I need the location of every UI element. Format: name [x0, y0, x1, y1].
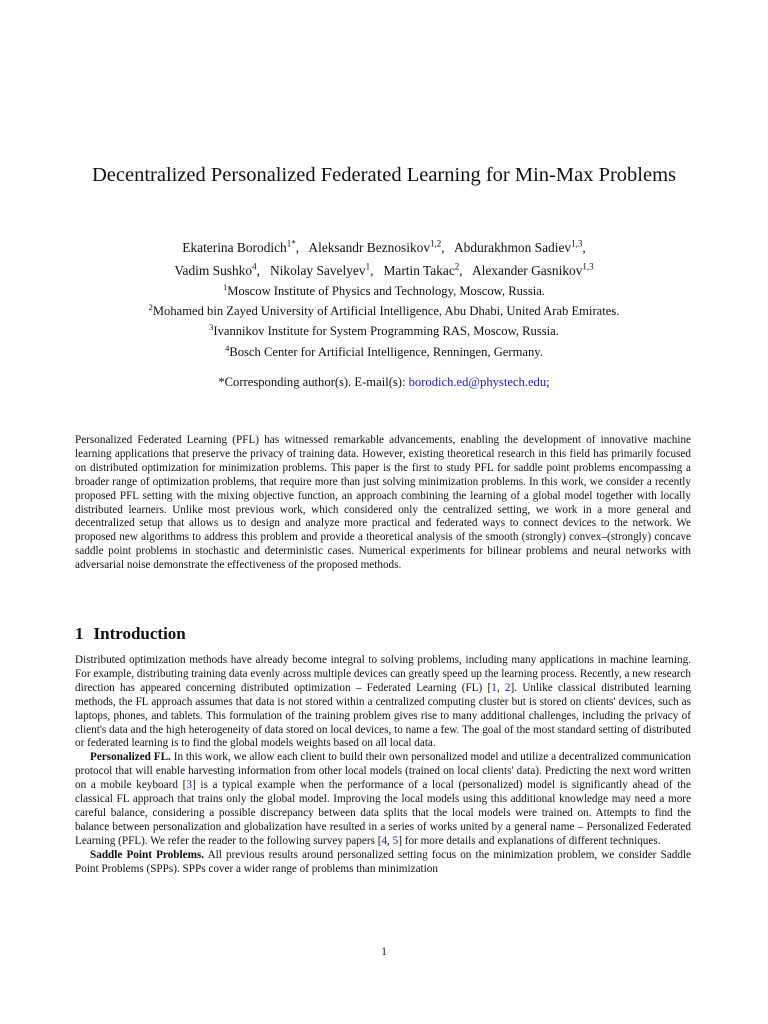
- author-name: Ekaterina Borodich: [182, 240, 287, 256]
- corresponding-email-link[interactable]: borodich.ed@phystech.edu: [408, 375, 547, 389]
- affiliation-text: Ivannikov Institute for System Programming RAS, Moscow, Russia.: [213, 324, 559, 339]
- author-affiliation-mark: 4: [252, 261, 257, 272]
- author-separator: ,: [441, 240, 445, 256]
- corresponding-author: [40, 374, 728, 390]
- author-affiliation-mark: 1,2: [430, 239, 442, 249]
- author-name: Martin Takac: [383, 262, 455, 278]
- affiliation-mark: 4: [225, 342, 230, 353]
- page-number: 1: [381, 946, 387, 958]
- abstract: Personalized Federated Learning (PFL) has witnessed remarkable advancements, enabling the development of innovative machine learning applications that preserve the privacy of training data. However, existing theoretical research in this field has primarily focused on distributed optimization for minimization problems. This paper is the first to study PFL for saddle point problems encompassing a broader range of optimization problems, that require more than just solving minimization problems. In this work, we consider a recently proposed PFL setting with the mixing objective function, an approach combining the learning of a global model together with locally distributed learners. Unlike most previous work, which considered only the centralized setting, we work in a more general and decentralized setup that allows us to design and analyze more practical and federated ways to connect devices to the network. We proposed new algorithms to address this problem and provide a theoretical analysis of the smooth (strongly) convex–(strongly) concave saddle point problems in stochastic and deterministic cases. Numerical experiments for bilinear problems and neural networks with adversarial noise demonstrate the effectiveness of the proposed methods.: [75, 434, 691, 572]
- author-name: Nikolay Savelyev: [269, 262, 366, 278]
- author: [174, 263, 260, 278]
- paragraph-heading-personalized-fl: Personalized FL.: [90, 751, 171, 764]
- author: [308, 240, 444, 255]
- author-list: [50, 235, 718, 280]
- text-span: In this work, we allow each client to build their own personalized model and utilize a decentralized communication protocol that will enable harvesting information from other local models (trained on local clients' data). Predicting the next word written on a mobile keyboard [: [75, 751, 691, 792]
- author-separator: ,: [459, 262, 463, 278]
- author-name: Aleksandr Beznosikov: [308, 240, 431, 256]
- author-affiliation-mark: 1*: [286, 239, 296, 249]
- author-affiliation-mark: 1,3: [582, 261, 594, 272]
- author: [182, 240, 299, 255]
- author-name: Vadim Sushko: [174, 262, 253, 278]
- affiliation-text: Moscow Institute of Physics and Technology, Moscow, Russia.: [227, 284, 545, 299]
- text-span: ] is a typical example when the performance of a local (personalized) model is significantly ahead of the classical FL approach that trains only the global model. Improving the local models using this additional knowledge may need a more careful balance, considering a possible discrepancy between data splits that the local models were trained on. Attempts to find the balance between personalization and globalization have resulted in a series of works united by a general name – Personalized Federated Learning (PFL). We refer the reader to the following survey papers [: [75, 779, 691, 847]
- section-title: Introduction: [93, 624, 186, 643]
- section-heading-introduction: [75, 623, 186, 645]
- affiliation-text: Bosch Center for Artificial Intelligence, Renningen, Germany.: [229, 344, 543, 359]
- affiliation-list: [40, 279, 728, 360]
- citation-link[interactable]: 1: [491, 681, 497, 694]
- text-span: ,: [387, 834, 393, 847]
- paragraph-heading-saddle-point: Saddle Point Problems.: [90, 848, 205, 861]
- citation-link[interactable]: 5: [392, 834, 399, 847]
- paper-title: Decentralized Personalized Federated Learning for Min-Max Problems: [91, 164, 677, 186]
- affiliation: [40, 319, 728, 339]
- corresponding-suffix: ;: [546, 375, 550, 389]
- author-affiliation-mark: 1: [365, 261, 371, 272]
- text-span: ]. Unlike classical distributed learning methods, the FL approach assumes that data is not stored within a centralized computing cluster but is stored on clients' devices, such as laptops, phones, and tablets. This formulation of the training problem gives rise to many additional challenges, including the privacy of client's data and the high heterogeneity of data stored on local devices, to name a few. The goal of the most standard setting of distributed or federated learning is to find the global models weights based on all local data.: [75, 681, 692, 750]
- affiliation-mark: 1: [223, 282, 228, 292]
- introduction-body: [75, 654, 691, 877]
- author: [454, 240, 586, 255]
- author: [270, 263, 373, 278]
- affiliation: [40, 299, 728, 319]
- intro-paragraph-3: [75, 849, 691, 877]
- author: [383, 263, 462, 278]
- author: [472, 263, 594, 278]
- citation-link[interactable]: 3: [186, 779, 192, 792]
- citation-link[interactable]: 4: [381, 834, 388, 847]
- text-span: Distributed optimization methods have already become integral to solving problems, including many applications in machine learning. For example, distributing training data evenly across multiple devices can greatly speed up the learning process. Recently, a new research direction has appeared concerning distributed optimization – Federated Learning (FL) [: [75, 654, 691, 694]
- affiliation-text: Mohamed bin Zayed University of Artificial Intelligence, Abu Dhabi, United Arab Emirates.: [152, 304, 620, 319]
- author-affiliation-mark: 1,3: [571, 239, 583, 249]
- author-affiliation-mark: 2: [454, 261, 460, 272]
- author-separator: ,: [256, 262, 260, 278]
- affiliation-mark: 2: [148, 302, 153, 313]
- intro-paragraph-2: [75, 751, 691, 848]
- corresponding-label: *Corresponding author(s). E-mail(s):: [218, 375, 409, 389]
- author-name: Abdurakhmon Sadiev: [453, 240, 572, 256]
- author-separator: ,: [295, 240, 300, 256]
- author-separator: ,: [582, 240, 586, 256]
- text-span: All previous results around personalized setting focus on the minimization problem, we consider Saddle Point Problems (SPPs). SPPs cover a wider range of problems than minimization: [75, 848, 691, 875]
- intro-paragraph-1: [75, 654, 691, 751]
- affiliation: [40, 340, 728, 360]
- citation-link[interactable]: 2: [504, 681, 511, 694]
- author-name: Alexander Gasnikov: [471, 262, 583, 278]
- text-span: ] for more details and explanations of different techniques.: [398, 834, 661, 847]
- section-number: 1: [75, 624, 84, 643]
- text-span: ,: [496, 681, 505, 694]
- affiliation: [40, 279, 728, 299]
- affiliation-mark: 3: [209, 322, 214, 333]
- author-separator: ,: [370, 262, 374, 278]
